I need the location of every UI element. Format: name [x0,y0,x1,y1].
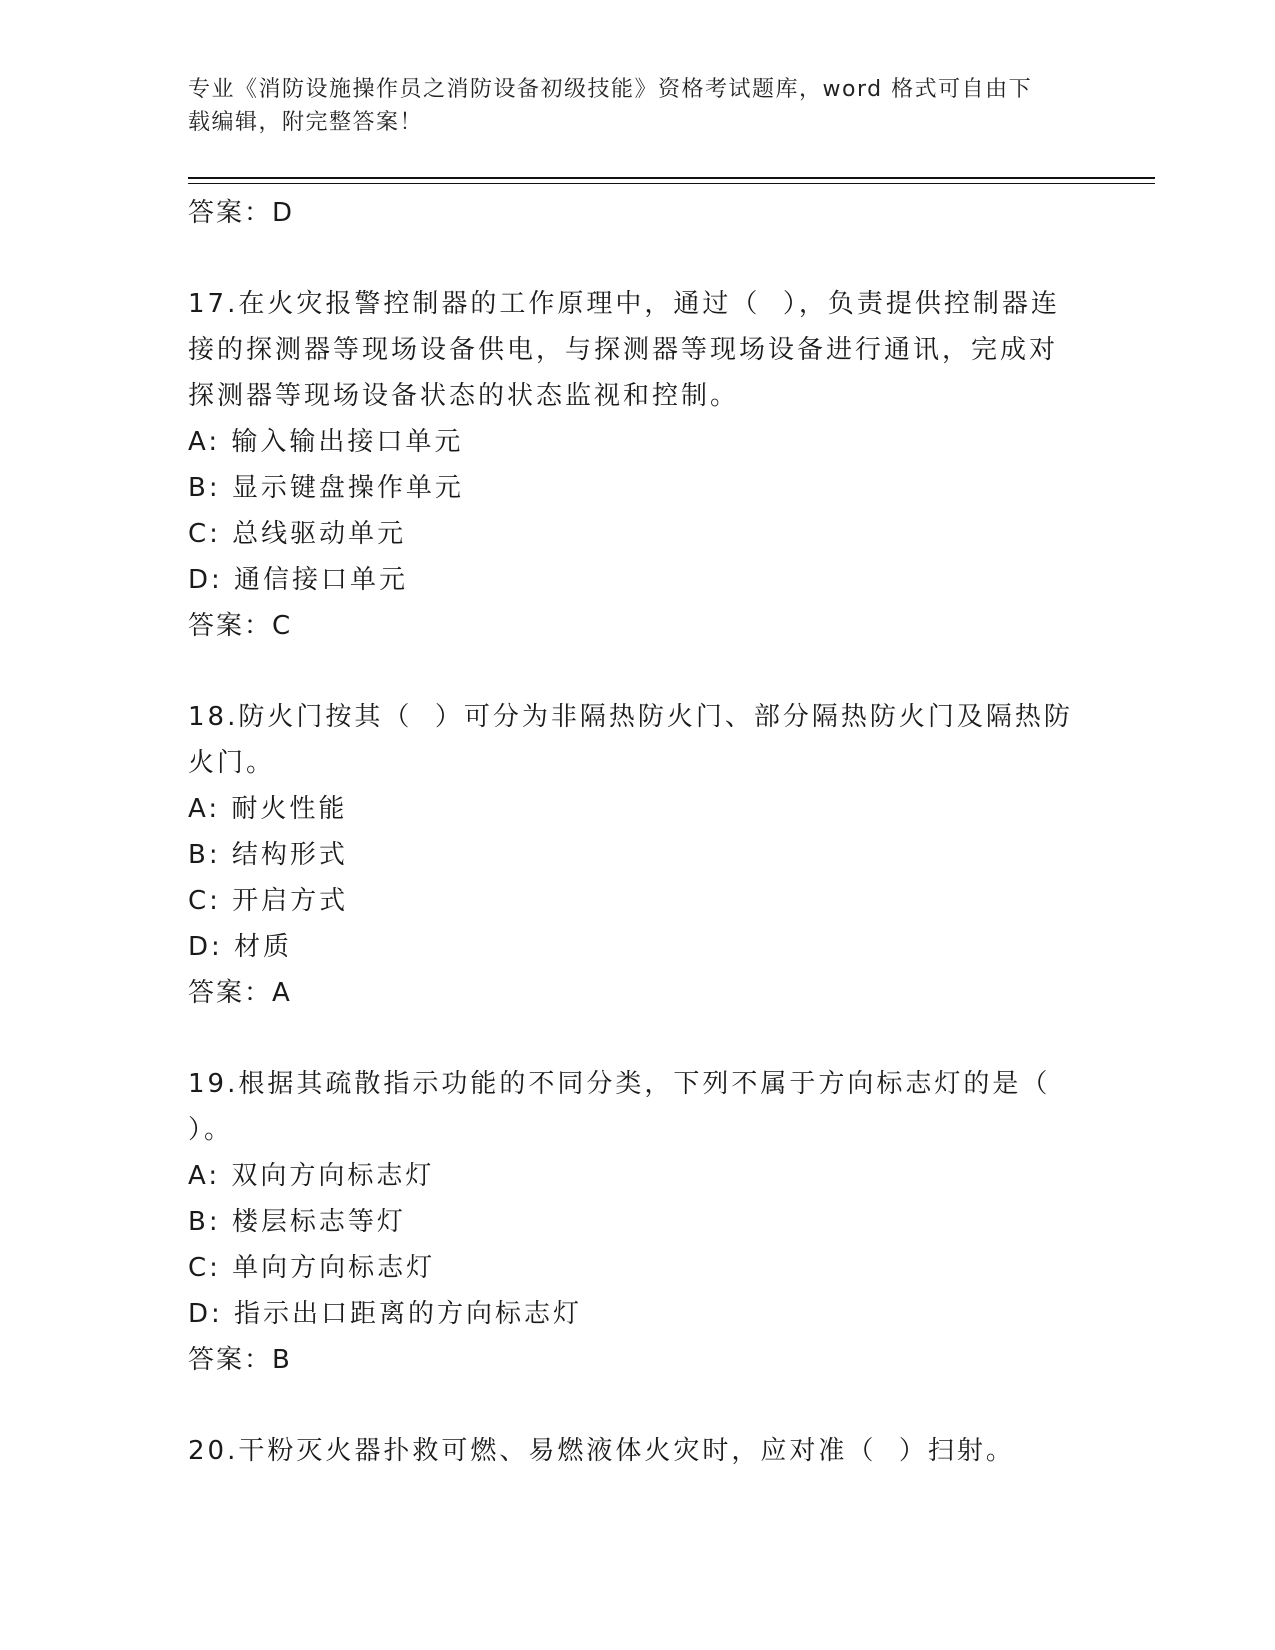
question-17 [188,281,1088,649]
answer: 答案：C [188,611,293,641]
option-c: C: 开启方式 [188,886,349,916]
option-a: A: 耐火性能 [188,794,348,824]
header-rule-thin [188,183,1155,184]
question-18 [188,694,1088,1016]
option-b: B: 结构形式 [188,840,348,870]
question-text-line: 17.在火灾报警控制器的工作原理中，通过（ ），负责提供控制器连 [188,289,1060,319]
header-line-2: 载编辑，附完整答案！ [188,110,424,135]
spacer [188,236,1088,281]
question-text-line: 19.根据其疏散指示功能的不同分类，下列不属于方向标志灯的是（ [188,1069,1051,1099]
question-text-line: 20.干粉灭火器扑救可燃、易燃液体火灾时，应对准（ ）扫射。 [188,1436,1015,1466]
question-19 [188,1061,1088,1383]
option-d: D: 通信接口单元 [188,565,409,595]
question-20 [188,1428,1088,1474]
header-line-1: 专业《消防设施操作员之消防设备初级技能》资格考试题库，word 格式可自由下 [188,77,1033,102]
question-text-line: 18.防火门按其（ ）可分为非隔热防火门、部分隔热防火门及隔热防 [188,702,1073,732]
question-text-line: 接的探测器等现场设备供电，与探测器等现场设备进行通讯，完成对 [188,335,1059,365]
option-d: D: 指示出口距离的方向标志灯 [188,1299,583,1329]
answer: 答案：B [188,1345,292,1375]
question-text-line: 探测器等现场设备状态的状态监视和控制。 [188,381,740,411]
question-text-line: ）。 [188,1115,234,1145]
option-a: A: 双向方向标志灯 [188,1161,435,1191]
option-b: B: 显示键盘操作单元 [188,473,464,503]
option-b: B: 楼层标志等灯 [188,1207,406,1237]
answer: 答案：A [188,978,292,1008]
option-c: C: 单向方向标志灯 [188,1253,436,1283]
spacer [188,649,1088,694]
question-text-line: 火门。 [188,748,276,778]
question-list [188,190,1088,1474]
option-d: D: 材质 [188,932,293,962]
option-c: C: 总线驱动单元 [188,519,407,549]
spacer [188,1383,1088,1428]
previous-answer: 答案：D [188,198,295,228]
spacer [188,1016,1088,1061]
header-rule-thick [188,177,1155,179]
option-a: A: 输入输出接口单元 [188,427,464,457]
document-header [188,73,1068,139]
